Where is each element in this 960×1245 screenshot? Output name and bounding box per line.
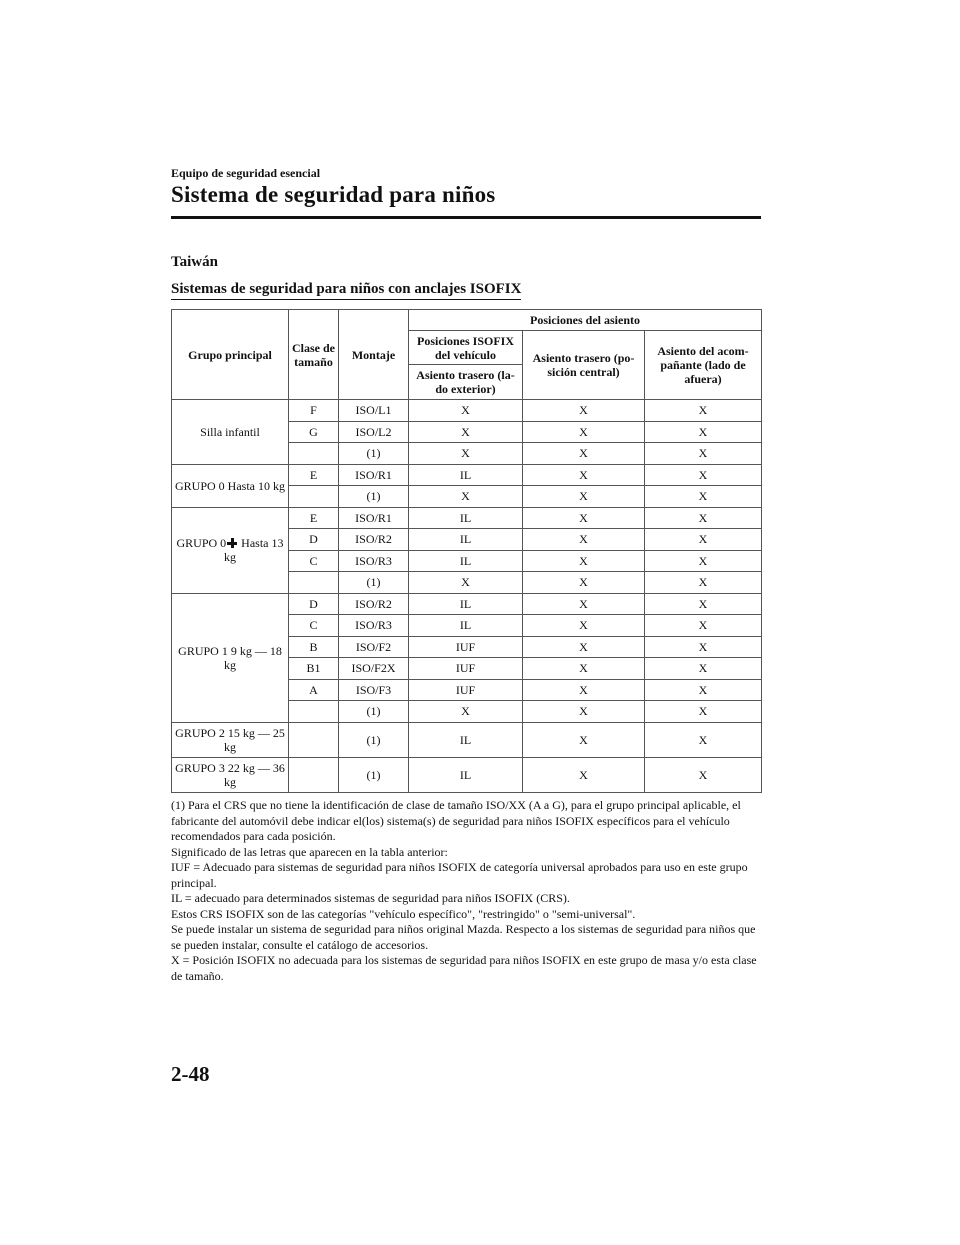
isofix-table bbox=[171, 309, 762, 793]
cell-rear-outboard: IL bbox=[409, 529, 523, 551]
header-group: Grupo principal bbox=[172, 310, 289, 400]
header-isofix-positions: Posiciones ISOFIX del vehículo bbox=[409, 331, 523, 365]
cell-front-passenger: X bbox=[645, 658, 762, 680]
header-rear-outboard: Asiento trasero (la-do exterior) bbox=[409, 365, 523, 400]
table-row bbox=[172, 757, 762, 792]
plus-icon bbox=[227, 538, 237, 548]
page-number: 2-48 bbox=[171, 1062, 210, 1086]
cell-fixture: ISO/R1 bbox=[339, 464, 409, 486]
cell-rear-outboard: IL bbox=[409, 507, 523, 529]
cell-rear-center: X bbox=[523, 421, 645, 443]
cell-size-class: A bbox=[289, 679, 339, 701]
cell-rear-outboard: IUF bbox=[409, 658, 523, 680]
table-row bbox=[172, 464, 762, 486]
cell-rear-center: X bbox=[523, 636, 645, 658]
cell-size-class: F bbox=[289, 400, 339, 422]
cell-fixture: ISO/R2 bbox=[339, 593, 409, 615]
page-title: Sistema de seguridad para niños bbox=[171, 182, 496, 207]
group-name-prefix: GRUPO 0 bbox=[176, 536, 227, 550]
cell-fixture: ISO/F3 bbox=[339, 679, 409, 701]
cell-fixture: ISO/R2 bbox=[339, 529, 409, 551]
cell-size-class bbox=[289, 722, 339, 757]
cell-group: GRUPO 2 15 kg ― 25 kg bbox=[172, 722, 289, 757]
cell-fixture: ISO/L1 bbox=[339, 400, 409, 422]
cell-fixture: ISO/R3 bbox=[339, 615, 409, 637]
cell-rear-outboard: X bbox=[409, 400, 523, 422]
cell-front-passenger: X bbox=[645, 507, 762, 529]
cell-size-class: E bbox=[289, 464, 339, 486]
cell-rear-outboard: IL bbox=[409, 550, 523, 572]
cell-fixture: (1) bbox=[339, 443, 409, 465]
cell-fixture: (1) bbox=[339, 757, 409, 792]
cell-front-passenger: X bbox=[645, 615, 762, 637]
cell-front-passenger: X bbox=[645, 572, 762, 594]
cell-size-class: B1 bbox=[289, 658, 339, 680]
cell-rear-outboard: X bbox=[409, 486, 523, 508]
cell-rear-center: X bbox=[523, 507, 645, 529]
header-rear-center: Asiento trasero (po-sición central) bbox=[523, 331, 645, 400]
cell-rear-center: X bbox=[523, 572, 645, 594]
region-heading: Taiwán bbox=[171, 254, 218, 270]
cell-rear-center: X bbox=[523, 593, 645, 615]
note-mazda-original: Se puede instalar un sistema de seguridad para niños original Mazda. Respecto a los sistemas de seguridad para niños que se pueden instalar, consulte el catálogo de accesorios. bbox=[171, 922, 756, 952]
cell-front-passenger: X bbox=[645, 464, 762, 486]
section-label: Equipo de seguridad esencial bbox=[171, 166, 321, 180]
header-fixture: Montaje bbox=[339, 310, 409, 400]
note-crs-categories: Estos CRS ISOFIX son de las categorías "vehículo específico", "restringido" o "semi-universal". bbox=[171, 906, 636, 921]
cell-fixture: ISO/L2 bbox=[339, 421, 409, 443]
cell-size-class: D bbox=[289, 593, 339, 615]
cell-fixture: (1) bbox=[339, 572, 409, 594]
cell-rear-center: X bbox=[523, 529, 645, 551]
header-size-class: Clase de tamaño bbox=[289, 310, 339, 400]
cell-rear-outboard: X bbox=[409, 443, 523, 465]
table-row bbox=[172, 507, 762, 529]
cell-group: GRUPO 3 22 kg ― 36 kg bbox=[172, 757, 289, 792]
cell-size-class bbox=[289, 572, 339, 594]
header-seat-positions: Posiciones del asiento bbox=[409, 310, 762, 331]
table-row bbox=[172, 400, 762, 422]
notes bbox=[171, 798, 761, 984]
cell-size-class: B bbox=[289, 636, 339, 658]
cell-fixture: ISO/F2X bbox=[339, 658, 409, 680]
cell-rear-center: X bbox=[523, 464, 645, 486]
header-front-passenger: Asiento del acom-pañante (lado de afuera) bbox=[645, 331, 762, 400]
cell-rear-center: X bbox=[523, 722, 645, 757]
cell-rear-outboard: IL bbox=[409, 464, 523, 486]
table-body bbox=[172, 400, 762, 793]
cell-rear-center: X bbox=[523, 486, 645, 508]
cell-rear-outboard: IL bbox=[409, 593, 523, 615]
table-heading: Sistemas de seguridad para niños con anclajes ISOFIX bbox=[171, 281, 521, 300]
cell-front-passenger: X bbox=[645, 529, 762, 551]
cell-front-passenger: X bbox=[645, 593, 762, 615]
cell-size-class: E bbox=[289, 507, 339, 529]
cell-rear-outboard: IUF bbox=[409, 636, 523, 658]
cell-front-passenger: X bbox=[645, 400, 762, 422]
cell-rear-center: X bbox=[523, 615, 645, 637]
cell-rear-center: X bbox=[523, 443, 645, 465]
cell-front-passenger: X bbox=[645, 701, 762, 723]
cell-group: GRUPO 0 Hasta 10 kg bbox=[172, 464, 289, 507]
cell-size-class bbox=[289, 701, 339, 723]
cell-front-passenger: X bbox=[645, 486, 762, 508]
note-footnote-1: (1) Para el CRS que no tiene la identificación de clase de tamaño ISO/XX (A a G), para el grupo principal aplicable, el fabricante del automóvil debe indicar el(los) sistema(s) de seguridad para niños ISOFIX específicos para el vehículo recomendados para cada posición. bbox=[171, 798, 741, 843]
cell-rear-outboard: X bbox=[409, 572, 523, 594]
cell-group: Silla infantil bbox=[172, 400, 289, 465]
cell-size-class: C bbox=[289, 550, 339, 572]
cell-front-passenger: X bbox=[645, 757, 762, 792]
cell-rear-outboard: IL bbox=[409, 757, 523, 792]
cell-fixture: ISO/R1 bbox=[339, 507, 409, 529]
table-row bbox=[172, 722, 762, 757]
cell-front-passenger: X bbox=[645, 722, 762, 757]
cell-rear-outboard: X bbox=[409, 701, 523, 723]
cell-rear-outboard: IUF bbox=[409, 679, 523, 701]
cell-fixture: (1) bbox=[339, 486, 409, 508]
cell-front-passenger: X bbox=[645, 421, 762, 443]
cell-fixture: ISO/F2 bbox=[339, 636, 409, 658]
cell-front-passenger: X bbox=[645, 679, 762, 701]
cell-size-class: C bbox=[289, 615, 339, 637]
cell-size-class bbox=[289, 486, 339, 508]
cell-fixture: (1) bbox=[339, 701, 409, 723]
cell-rear-outboard: IL bbox=[409, 722, 523, 757]
cell-rear-center: X bbox=[523, 757, 645, 792]
cell-rear-center: X bbox=[523, 550, 645, 572]
cell-rear-outboard: IL bbox=[409, 615, 523, 637]
note-il: IL = adecuado para determinados sistemas de seguridad para niños ISOFIX (CRS). bbox=[171, 891, 570, 905]
cell-group bbox=[172, 507, 289, 593]
title-divider bbox=[171, 216, 761, 219]
cell-front-passenger: X bbox=[645, 550, 762, 572]
table-row bbox=[172, 593, 762, 615]
cell-size-class: D bbox=[289, 529, 339, 551]
cell-rear-outboard: X bbox=[409, 421, 523, 443]
cell-fixture: ISO/R3 bbox=[339, 550, 409, 572]
cell-group: GRUPO 1 9 kg ― 18 kg bbox=[172, 593, 289, 722]
group-name-suffix: Hasta 13 kg bbox=[224, 536, 284, 564]
note-legend-intro: Significado de las letras que aparecen en la tabla anterior: bbox=[171, 844, 448, 859]
cell-rear-center: X bbox=[523, 701, 645, 723]
cell-front-passenger: X bbox=[645, 443, 762, 465]
cell-size-class bbox=[289, 757, 339, 792]
cell-fixture: (1) bbox=[339, 722, 409, 757]
note-iuf: IUF = Adecuado para sistemas de seguridad para niños ISOFIX de categoría universal aprobados para uso en este grupo principal. bbox=[171, 860, 748, 890]
cell-size-class: G bbox=[289, 421, 339, 443]
cell-size-class bbox=[289, 443, 339, 465]
cell-rear-center: X bbox=[523, 400, 645, 422]
cell-rear-center: X bbox=[523, 658, 645, 680]
cell-front-passenger: X bbox=[645, 636, 762, 658]
note-x: X = Posición ISOFIX no adecuada para los sistemas de seguridad para niños ISOFIX en este grupo de masa y/o esta clase de tamaño. bbox=[171, 953, 757, 983]
cell-rear-center: X bbox=[523, 679, 645, 701]
